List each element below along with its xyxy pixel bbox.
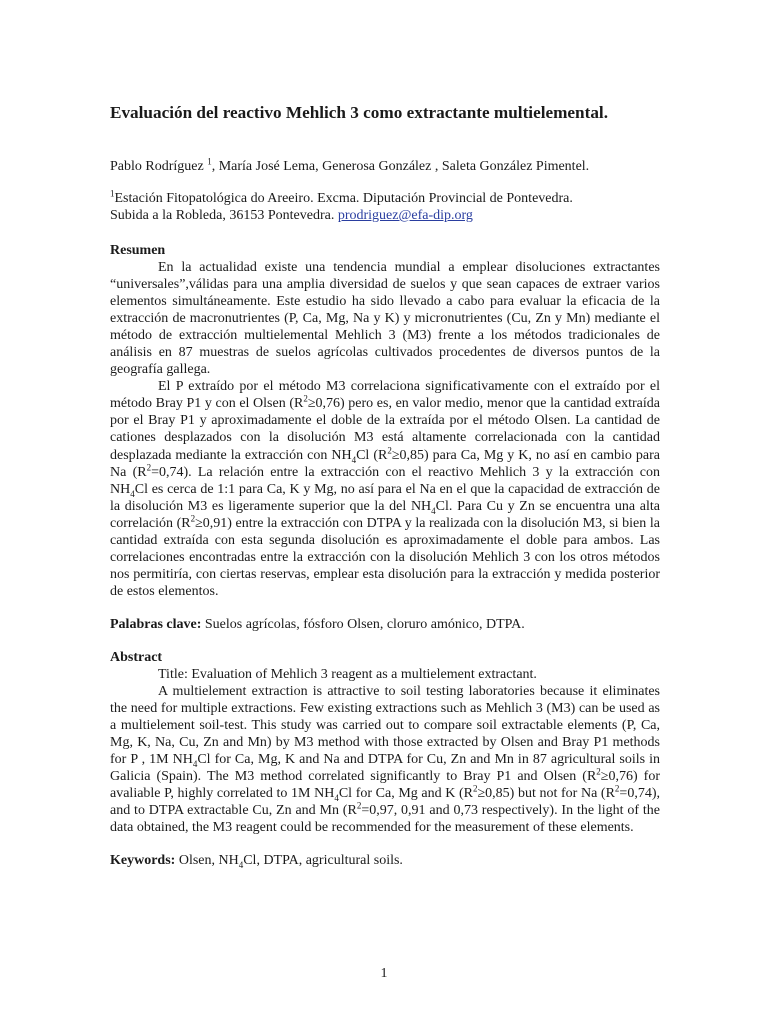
resumen-paragraph-1: En la actualidad existe una tendencia mundial a emplear disoluciones extractantes “universales”,válidas para una amplia diversidad de suelos y que sean capaces de extraer varios elementos simultáneamente. Este estudio ha sido llevado a cabo para evaluar la eficacia de la extracción de macronutrientes (P, Ca, Mg, Na y K) y micronutrientes (Cu, Zn y Mn) mediante el método de extracción multielemental Mehlich 3 (M3) frente a los métodos tradicionales de análisis en 87 muestras de suelos agrícolas cultivados procedentes de diversos puntos de la geografía gallega. <box>110 260 660 378</box>
abstract-paragraph: A multielement extraction is attractive to soil testing laboratories because it eliminates the need for multiple extractions. Few existing extractions such as Mehlich 3 (M3) can be used as a multielement soil-test. This study was carried out to compare soil extractable elements (P, Ca, Mg, K, Na, Cu, Zn and Mn) by M3 method with those extracted by Olsen and Bray P1 methods for P , 1M $NH_4Cl$ for Ca, Mg, K and Na and DTPA for Cu, Zn and Mn in 87 agricultural soils in Galicia (Spain). The M3 method correlated significantly to Bray P1 and Olsen $(R^2\ge 0,76)$ for avaliable P, highly correlated to 1M $NH_4Cl$ for Ca, Mg and K $(R^2\ge 0,85)$ but not for Na $(R^2=0,74)$, and to DTPA extractable Cu, Zn and Mn ($R^2=0,97$, 0,91 and 0,73 respectively). In the light of the data obtained, the M3 reagent could be recommended for the measurement of these elements. <box>110 683 661 836</box>
keywords: Keywords: Olsen, $NH_4Cl$, DTPA, agricultural soils. <box>110 853 403 871</box>
palabras-clave-label: Palabras clave: <box>110 616 202 632</box>
author-first: Pablo Rodríguez <box>110 159 204 174</box>
paper-title: Evaluación del reactivo Mehlich 3 como extractante multielemental. <box>110 103 609 122</box>
resumen-paragraph-2: El P extraído por el método M3 correlaciona significativamente con el extraído por el método Bray P1 y con el Olsen $(R^2\ge 0,76)$ pero es, en valor medio, menor que la cantidad extraída por el Bray P1 y aproximadamente el doble de la extraída por el método Olsen. La cantidad de cationes desplazados con la disolución M3 está altamente correlacionada con la cantidad desplazada mediante la extracción con $NH_4Cl$ $(R^2\ge 0,85)$ para Ca, Mg y K, no así en cambio para Na $(R^2=0,74)$. La relación entre la extracción con el reactivo Mehlich 3 y la extracción con $NH_4Cl$ es cerca de 1:1 para Ca, K y Mg, no así para el Na en el que la capacidad de extracción de la disolución M3 es ligeramente superior que la del $NH_4Cl$. Para Cu y Zn se encuentra una alta correlación $(R^2\ge 0,91)$ entre la extracción con DTPA y la realizada con la disolución M3, si bien la cantidad extraída con esta segunda disolución es aproximadamente el doble para ambos. Las correlaciones encontradas entre la extracción con la disolución Mehlich 3 con los otros métodos nos permitiría, con ciertas reservas, emplear esta disolución para la extracción y medida posterior de estos elementos. <box>110 379 661 599</box>
email-link[interactable]: prodriguez@efa-dip.org <box>337 208 473 223</box>
keywords-label: Keywords: <box>110 853 176 869</box>
abstract-heading: Abstract <box>110 649 163 665</box>
palabras-clave-text: Suelos agrícolas, fósforo Olsen, cloruro amónico, DTPA. <box>204 616 525 632</box>
resumen-heading: Resumen <box>110 243 166 258</box>
affiliation-line1: Estación Fitopatológica do Areeiro. Excma. Diputación Provincial de Pontevedra. <box>114 191 573 206</box>
page-number: 1 <box>380 966 388 981</box>
affiliation-line2: Subida a la Robleda, 36153 Pontevedra. <box>110 208 335 223</box>
author-affiliation-marker: 1 <box>207 156 212 167</box>
affiliation-marker: 1 <box>110 188 115 199</box>
palabras-clave <box>110 616 660 633</box>
author-list <box>110 158 660 176</box>
author-rest: , María José Lema, Generosa González , Saleta González Pimentel. <box>211 159 590 174</box>
abstract-title-line: Title: Evaluation of Mehlich 3 reagent as a multielement extractant. <box>158 666 537 682</box>
affiliation <box>110 190 660 224</box>
